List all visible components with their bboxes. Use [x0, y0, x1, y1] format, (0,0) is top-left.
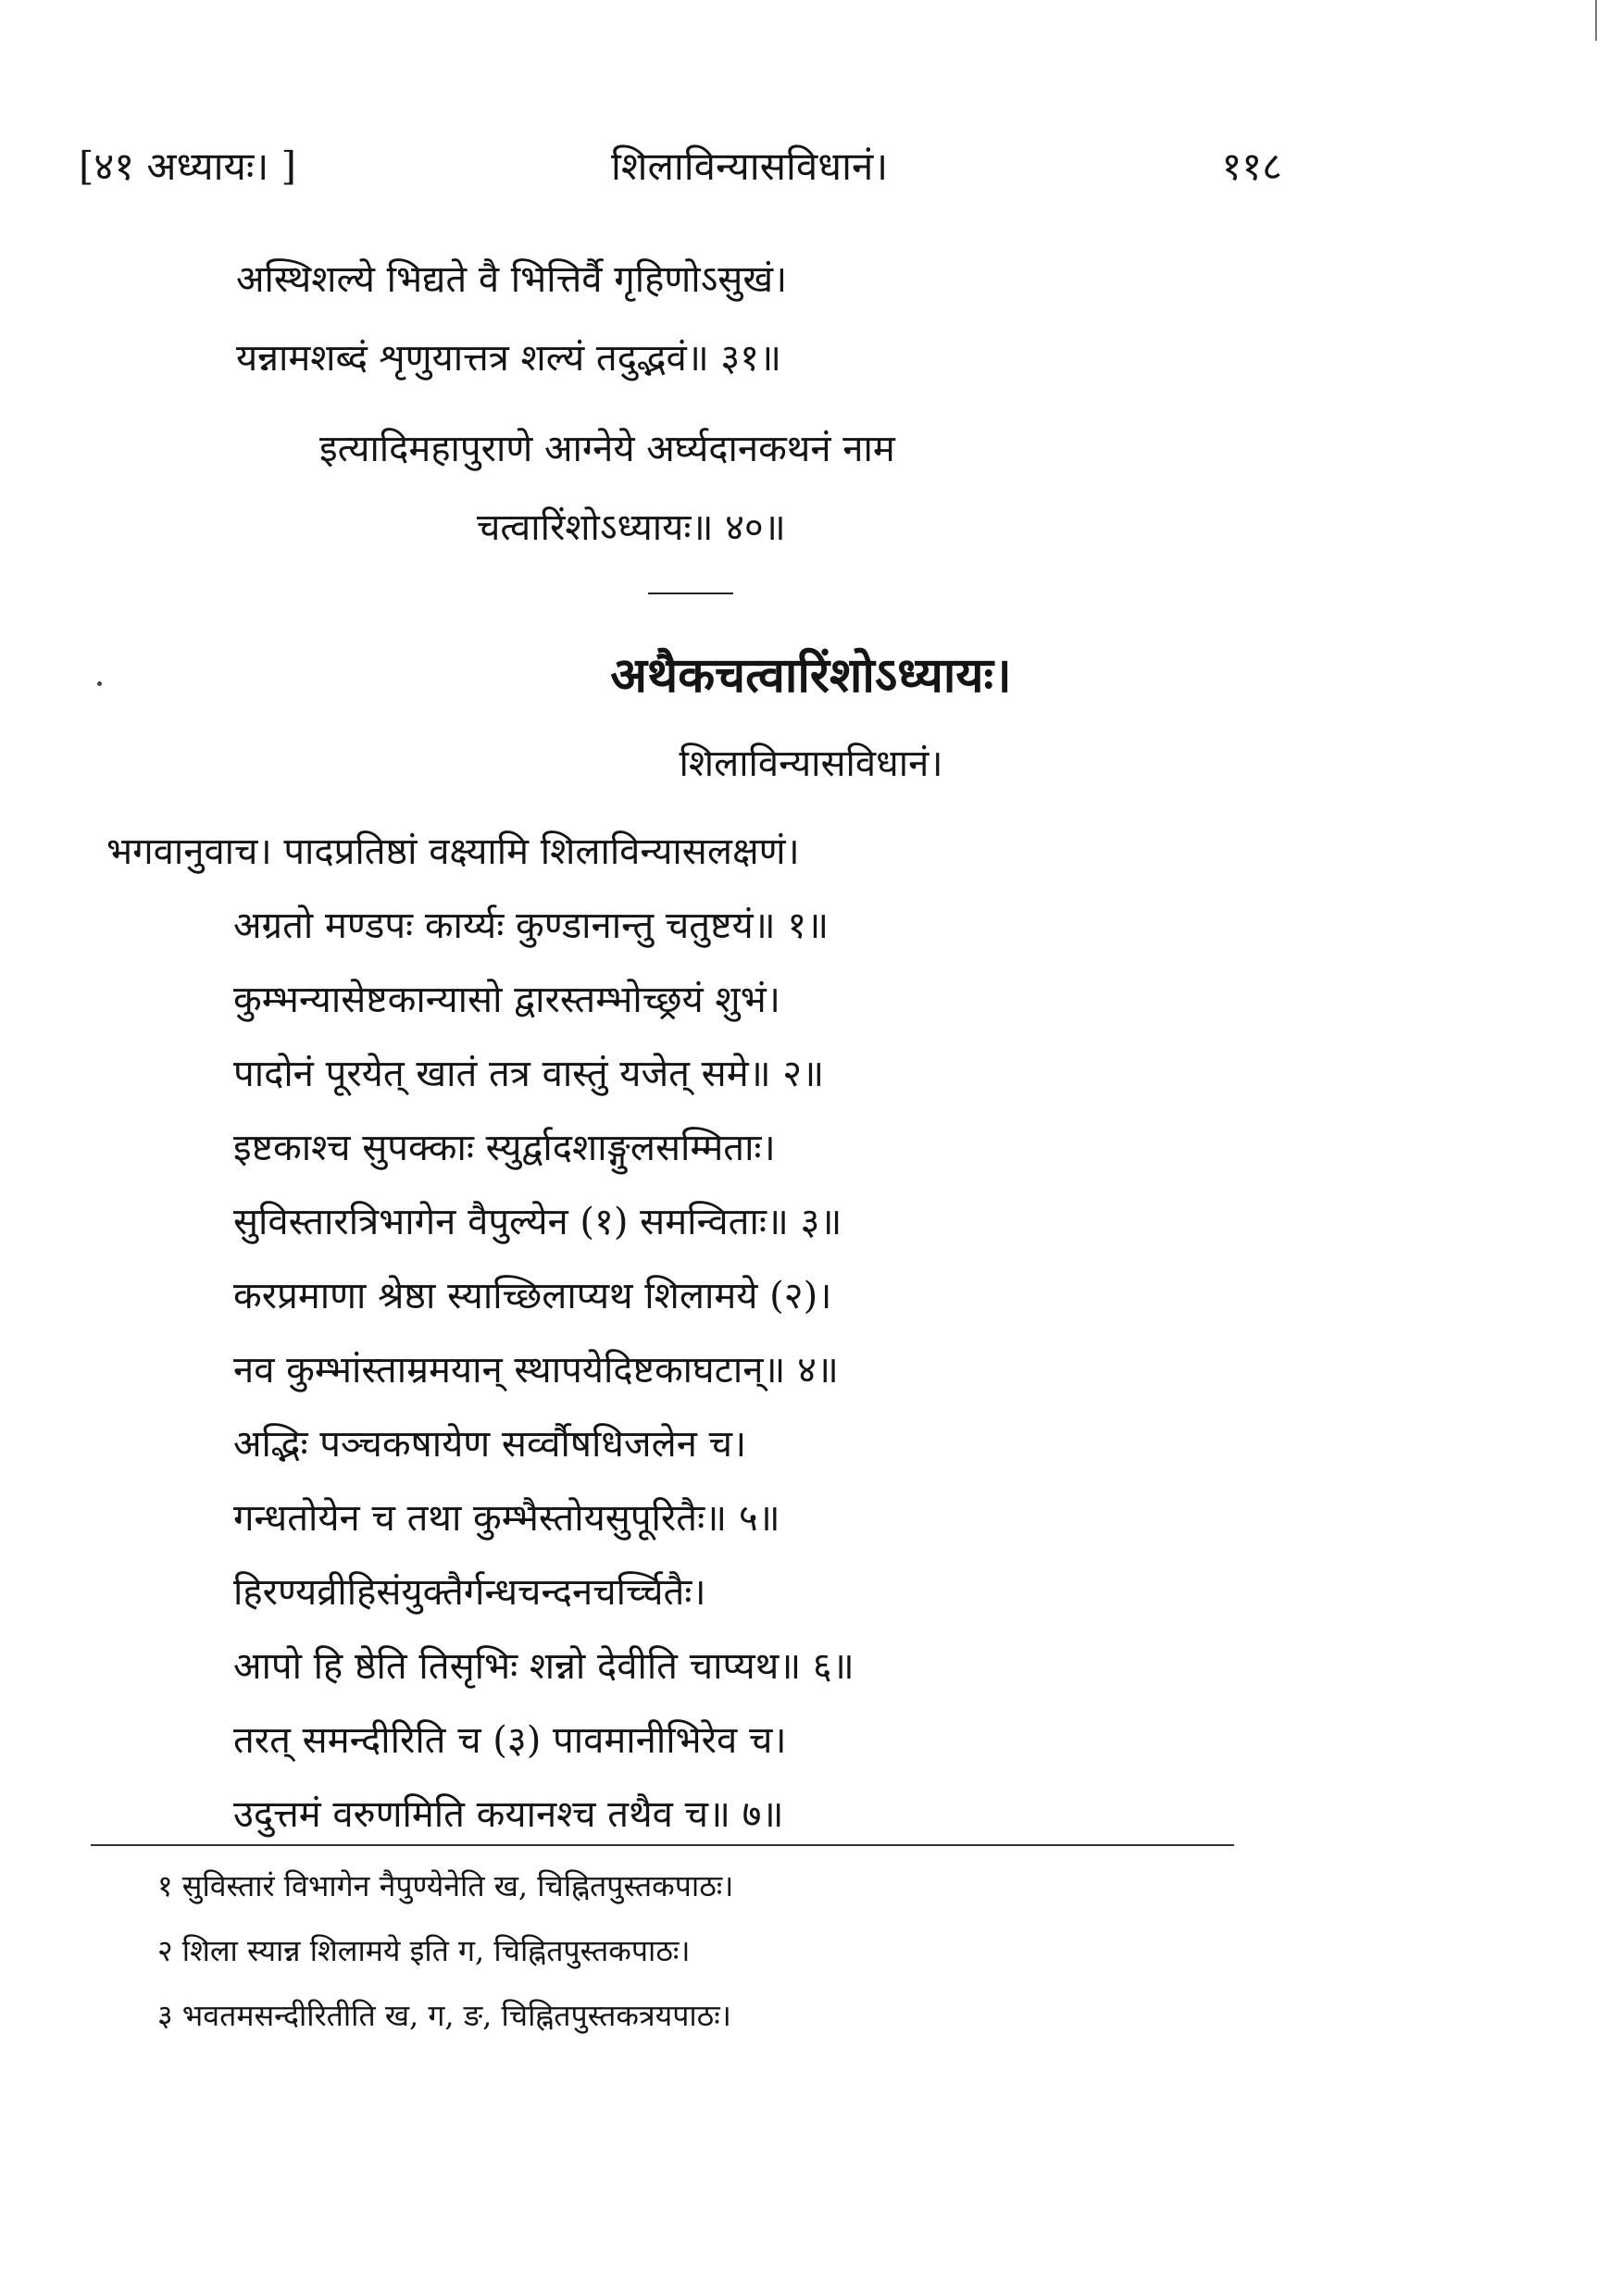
- opening-verse-line: यन्नामशब्दं शृणुयात्तत्र शल्यं तदुद्भवं॥ ३१॥: [236, 337, 781, 380]
- header-title: शिलाविन्यासविधानं।: [611, 144, 889, 189]
- chapter-subheading: शिलाविन्यासविधानं।: [679, 742, 943, 785]
- chapter-heading: अथैकचत्वारिंशोऽध्यायः।: [610, 647, 1012, 704]
- verse-line: नव कुम्भांस्ताम्रमयान् स्थापयेदिष्टकाघटान्॥ ४॥: [233, 1349, 839, 1391]
- edge-mark: [1595, 0, 1597, 41]
- verse-line: कुम्भन्यासेष्टकान्यासो द्वारस्तम्भोच्छ्रयं शुभं।: [233, 979, 780, 1021]
- footnote: १ सुविस्तारं विभागेन नैपुण्येनेति ख, चिह्नितपुस्तकपाठः।: [157, 1868, 734, 1903]
- verse-line: गन्धतोयेन च तथा कुम्भैस्तोयसुपूरितैः॥ ५॥: [233, 1497, 780, 1540]
- verse-line: आपो हि ष्ठेति तिसृभिः शन्नो देवीति चाप्यथ॥ ६॥: [233, 1645, 855, 1688]
- verse-line: हिरण्यव्रीहिसंयुक्तैर्गन्धचन्दनचर्च्चितैः।: [233, 1571, 706, 1614]
- footnote-divider: [91, 1844, 1234, 1846]
- verse-line: उदुत्तमं वरुणमिति कयानश्च तथैव च॥ ७॥: [233, 1793, 784, 1836]
- footnote: ३ भवतमसन्दीरितीति ख, ग, ङ, चिह्नितपुस्तकत्रयपाठः।: [157, 1998, 731, 2033]
- verse-line: अद्भिः पञ्चकषायेण सर्व्वौषधिजलेन च।: [233, 1423, 747, 1466]
- colophon-line: इत्यादिमहापुराणे आग्नेये अर्घ्यदानकथनं नाम: [319, 428, 895, 470]
- verse-line: अग्रतो मण्डपः कार्य्यः कुण्डानान्तु चतुष्टयं॥ १॥: [233, 905, 830, 947]
- verse-line: इष्टकाश्च सुपक्काः स्युर्द्वादशाङ्गुलसम्मिताः।: [233, 1127, 776, 1169]
- header-chapter: [४१ अध्यायः। ]: [79, 144, 297, 189]
- colophon-line: चत्वारिंशोऽध्यायः॥ ४०॥: [477, 506, 786, 549]
- page-header: [79, 139, 1282, 194]
- verse-line: भगवानुवाच। पादप्रतिष्ठां वक्ष्यामि शिलाविन्यासलक्षणं।: [106, 830, 800, 873]
- opening-verse-line: अस्थिशल्ये भिद्यते वै भित्तिर्वै गृहिणोऽसुखं।: [236, 258, 788, 301]
- footnote: २ शिला स्यान्न शिलामये इति ग, चिह्नितपुस्तकपाठः।: [157, 1933, 691, 1968]
- page-number: ११८: [1221, 144, 1282, 189]
- verse-line: करप्रमाणा श्रेष्ठा स्याच्छिलाप्यथ शिलामये (२)।: [233, 1275, 832, 1317]
- verse-line: तरत् समन्दीरिति च (३) पावमानीभिरेव च।: [233, 1719, 787, 1762]
- verse-line: सुविस्तारत्रिभागेन वैपुल्येन (१) समन्विताः॥ ३॥: [233, 1201, 842, 1243]
- section-divider: [648, 593, 733, 594]
- verse-line: पादोनं पूरयेत् खातं तत्र वास्तुं यजेत् समे॥ २॥: [233, 1053, 825, 1095]
